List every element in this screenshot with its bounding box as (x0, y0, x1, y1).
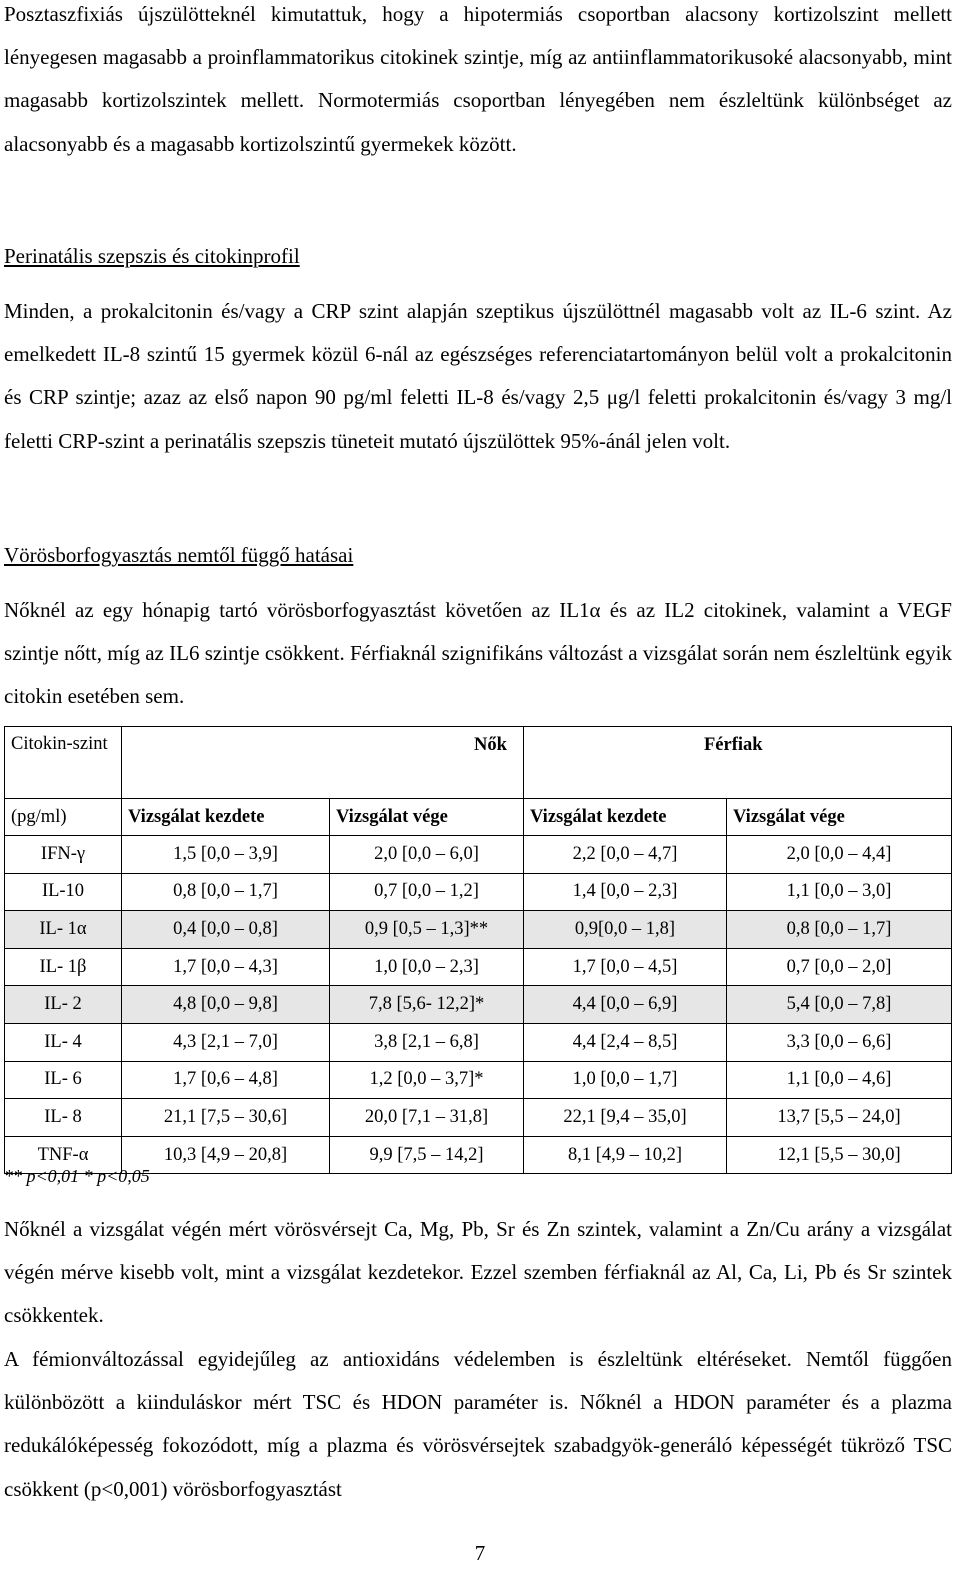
cell-women-end: 7,8 [5,6- 12,2]* (330, 986, 524, 1024)
table-row (5, 1061, 952, 1099)
header-women-start: Vizsgálat kezdete (122, 799, 330, 836)
cell-men-end: 2,0 [0,0 – 4,4] (727, 836, 952, 874)
cell-women-end: 9,9 [7,5 – 14,2] (330, 1136, 524, 1174)
heading-red-wine: Vörösborfogyasztás nemtől függő hatásai (4, 543, 354, 567)
cell-women-start: 0,8 [0,0 – 1,7] (122, 873, 330, 911)
table-row (5, 911, 952, 949)
cell-men-end: 13,7 [5,5 – 24,0] (727, 1099, 952, 1137)
cell-men-end: 0,7 [0,0 – 2,0] (727, 948, 952, 986)
cell-men-end: 1,1 [0,0 – 4,6] (727, 1061, 952, 1099)
cell-women-start: 4,8 [0,0 – 9,8] (122, 986, 330, 1024)
cell-women-end: 0,7 [0,0 – 1,2] (330, 873, 524, 911)
cell-women-start: 0,4 [0,0 – 0,8] (122, 911, 330, 949)
cytokine-name: IL- 1β (5, 948, 122, 986)
cell-women-end: 3,8 [2,1 – 6,8] (330, 1023, 524, 1061)
cell-women-start: 1,5 [0,0 – 3,9] (122, 836, 330, 874)
cell-men-end: 1,1 [0,0 – 3,0] (727, 873, 952, 911)
cell-men-start: 1,4 [0,0 – 2,3] (524, 873, 727, 911)
table-row (5, 873, 952, 911)
cell-women-end: 1,0 [0,0 – 2,3] (330, 948, 524, 986)
cell-men-end: 0,8 [0,0 – 1,7] (727, 911, 952, 949)
cell-men-end: 5,4 [0,0 – 7,8] (727, 986, 952, 1024)
cell-men-start: 1,7 [0,0 – 4,5] (524, 948, 727, 986)
cell-women-start: 21,1 [7,5 – 30,6] (122, 1099, 330, 1137)
cytokine-name: IL- 6 (5, 1061, 122, 1099)
cell-women-end: 2,0 [0,0 – 6,0] (330, 836, 524, 874)
cytokine-name: IL- 1α (5, 911, 122, 949)
cell-women-end: 1,2 [0,0 – 3,7]* (330, 1061, 524, 1099)
heading-sepsis: Perinatális szepszis és citokinprofil (4, 244, 300, 268)
cytokine-name: IL-10 (5, 873, 122, 911)
cell-men-start: 2,2 [0,0 – 4,7] (524, 836, 727, 874)
header-cytokine: Citokin-szint (5, 727, 122, 799)
header-men: Férfiak (524, 727, 952, 799)
cytokine-name: IL- 2 (5, 986, 122, 1024)
table-header-row (5, 727, 952, 799)
paragraph-metal-ions: Nőknél a vizsgálat végén mért vörösvérsejt Ca, Mg, Pb, Sr és Zn szintek, valamint a Zn/Cu arány a vizsgálat végén mérve kisebb volt, mint a vizsgálat kezdetekor. Ezzel szemben férfiaknál az Al, Ca, Li, Pb és Sr szintek csökkentek. (4, 1217, 952, 1328)
table-footnote: ** p<0,01 * p<0,05 (4, 1166, 150, 1186)
table-row (5, 836, 952, 874)
cell-women-start: 4,3 [2,1 – 7,0] (122, 1023, 330, 1061)
header-women: Nők (122, 727, 524, 799)
cell-men-start: 4,4 [0,0 – 6,9] (524, 986, 727, 1024)
cell-men-end: 3,3 [0,0 – 6,6] (727, 1023, 952, 1061)
cell-women-end: 20,0 [7,1 – 31,8] (330, 1099, 524, 1137)
cell-men-start: 0,9[0,0 – 1,8] (524, 911, 727, 949)
cell-men-start: 22,1 [9,4 – 35,0] (524, 1099, 727, 1137)
cytokine-name: IFN-γ (5, 836, 122, 874)
cytokine-name: IL- 4 (5, 1023, 122, 1061)
cytokine-name: IL- 8 (5, 1099, 122, 1137)
cytokine-table (4, 726, 952, 1174)
page-number: 7 (474, 1541, 486, 1565)
cell-men-start: 4,4 [2,4 – 8,5] (524, 1023, 727, 1061)
header-men-start: Vizsgálat kezdete (524, 799, 727, 836)
header-men-end: Vizsgálat vége (727, 799, 952, 836)
header-unit: (pg/ml) (5, 799, 122, 836)
cell-women-start: 1,7 [0,6 – 4,8] (122, 1061, 330, 1099)
cell-men-start: 8,1 [4,9 – 10,2] (524, 1136, 727, 1174)
cell-men-start: 1,0 [0,0 – 1,7] (524, 1061, 727, 1099)
table-row (5, 948, 952, 986)
cell-men-end: 12,1 [5,5 – 30,0] (727, 1136, 952, 1174)
paragraph-posthypoxic: Posztaszfixiás újszülötteknél kimutattuk, hogy a hipotermiás csoportban alacsony kortizolszint mellett lényegesen magasabb a proinflammatorikus citokinek szintje, míg az antiinflammatorikusoké alacsonyabb, mint magasabb kortizolszintek mellett. Normotermiás csoportban lényegében nem észleltünk különbséget az alacsonyabb és a magasabb kortizolszintű gyermekek között. (4, 2, 952, 156)
table-row (5, 986, 952, 1024)
table-row (5, 1023, 952, 1061)
header-women-end: Vizsgálat vége (330, 799, 524, 836)
paragraph-antioxidant: A fémionváltozással egyidejűleg az antioxidáns védelemben is észleltünk eltéréseket. Nemtől függően különbözött a kiinduláskor mért TSC és HDON paraméter is. Nőknél a HDON paraméter és a plazma redukálóképesség fokozódott, míg a plazma és vörösvérsejtek szabadgyök-generáló képességét tükröző TSC csökkent (p<0,001) vörösborfogyasztást (4, 1347, 952, 1501)
paragraph-red-wine: Nőknél az egy hónapig tartó vörösborfogyasztást követően az IL1α és az IL2 citokinek, valamint a VEGF szintje nőtt, míg az IL6 szintje csökkent. Férfiaknál szignifikáns változást a vizsgálat során nem észleltünk egyik citokin esetében sem. (4, 598, 952, 709)
cell-women-end: 0,9 [0,5 – 1,3]** (330, 911, 524, 949)
cell-women-start: 10,3 [4,9 – 20,8] (122, 1136, 330, 1174)
paragraph-sepsis: Minden, a prokalcitonin és/vagy a CRP szint alapján szeptikus újszülöttnél magasabb volt az IL-6 szint. Az emelkedett IL-8 szintű 15 gyermek közül 6-nál az egészséges referenciatartományon belül volt a prokalcitonin és CRP szintje; azaz az első napon 90 pg/ml feletti IL-8 és/vagy 2,5 μg/l feletti prokalcitonin és/vagy 3 mg/l feletti CRP-szint a perinatális szepszis tüneteit mutató újszülöttek 95%-ánál jelen volt. (4, 299, 952, 453)
table-row (5, 1099, 952, 1137)
cytokine-name: TNF-α (5, 1136, 122, 1174)
cell-women-start: 1,7 [0,0 – 4,3] (122, 948, 330, 986)
table-subheader-row (5, 799, 952, 836)
